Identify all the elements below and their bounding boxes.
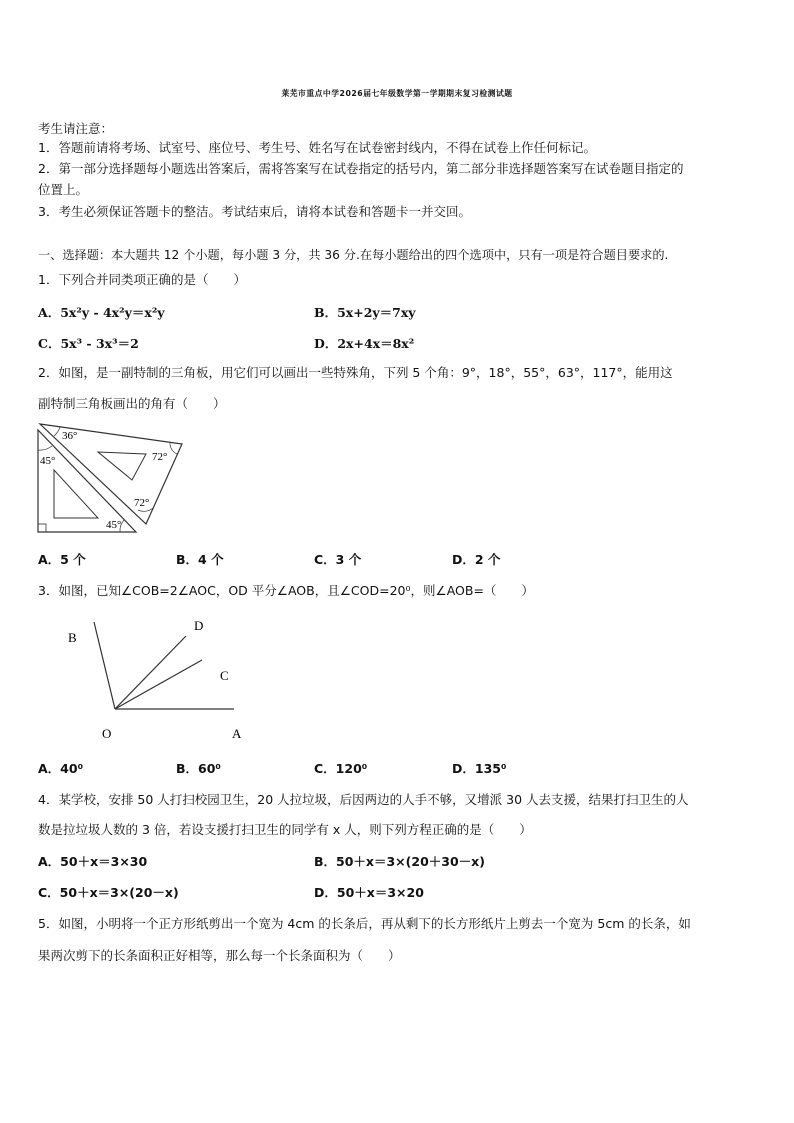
right-triangle-outer bbox=[38, 430, 136, 532]
point-label-c: C bbox=[220, 668, 229, 683]
q1-option-c: C．5x³ - 3x³＝2 bbox=[38, 336, 139, 351]
q3-option-b: B．60⁰ bbox=[176, 761, 221, 776]
q2-option-b: B．4 个 bbox=[176, 552, 224, 567]
q4-option-c: C．50＋x＝3×(20－x) bbox=[38, 885, 179, 900]
notice-item-2: 2．第一部分选择题每小题选出答案后，需将答案写在试卷指定的括号内，第二部分非选择题答案写在试卷题目指定的 bbox=[38, 161, 684, 176]
q3-option-a: A．40⁰ bbox=[38, 761, 84, 776]
q1-option-d: D．2x+4x＝8x² bbox=[314, 336, 415, 351]
point-label-o: O bbox=[102, 726, 112, 741]
angle-label-72-lower: 72° bbox=[134, 497, 150, 509]
q2-option-a: A．5 个 bbox=[38, 552, 86, 567]
exam-title: 莱芜市重点中学2026届七年级数学第一学期期末复习检测试题 bbox=[281, 89, 513, 98]
point-label-b: B bbox=[68, 630, 77, 645]
q2-stem-line2: 副特制三角板画出的角有（ ） bbox=[38, 396, 226, 411]
point-label-d: D bbox=[194, 618, 204, 633]
q1-option-b: B．5x+2y＝7xy bbox=[314, 305, 416, 320]
q2-stem-line1: 2．如图，是一副特制的三角板，用它们可以画出一些特殊角，下列 5 个角：9°，18°，55°，63°，117°，能用这 bbox=[38, 365, 673, 380]
angle-label-72-upper: 72° bbox=[152, 451, 168, 463]
q2-option-c: C．3 个 bbox=[314, 552, 362, 567]
notice-heading: 考生请注意： bbox=[38, 121, 114, 136]
angle-label-45-bottom: 45° bbox=[106, 519, 122, 531]
angle-label-36: 36° bbox=[62, 430, 78, 442]
notice-item-2-cont: 位置上。 bbox=[38, 182, 89, 197]
q5-stem-line2: 果两次剪下的长条面积正好相等，那么每一个长条面积为（ ） bbox=[38, 948, 401, 963]
q3-option-c: C．120⁰ bbox=[314, 761, 368, 776]
ray-ob bbox=[94, 622, 115, 709]
triangle-set-figure bbox=[34, 422, 190, 537]
isosceles-triangle-inner bbox=[98, 452, 146, 480]
q2-option-d: D．2 个 bbox=[452, 552, 501, 567]
notice-item-1: 1．答题前请将考场、试室号、座位号、考生号、姓名写在试卷密封线内，不得在试卷上作任何标记。 bbox=[38, 140, 596, 155]
angle-figure bbox=[60, 612, 260, 747]
q3-option-d: D．135⁰ bbox=[452, 761, 507, 776]
section-heading: 一、选择题：本大题共 12 个小题，每小题 3 分，共 36 分.在每小题给出的四个选项中，只有一项是符合题目要求的. bbox=[38, 248, 669, 262]
q5-stem-line1: 5．如图，小明将一个正方形纸剪出一个宽为 4cm 的长条后，再从剩下的长方形纸片上剪去一个宽为 5cm 的长条，如 bbox=[38, 916, 691, 931]
q4-stem-line1: 4．某学校，安排 50 人打扫校园卫生，20 人拉垃圾，后因两边的人手不够，又增派 30 人去支援，结果打扫卫生的人 bbox=[38, 792, 689, 807]
angle-label-45-left: 45° bbox=[40, 455, 56, 467]
angle-arc-36 bbox=[54, 427, 60, 436]
notice-item-3: 3．考生必须保证答题卡的整洁。考试结束后，请将本试卷和答题卡一并交回。 bbox=[38, 204, 471, 219]
ray-od bbox=[115, 636, 186, 709]
q1-stem: 1．下列合并同类项正确的是（ ） bbox=[38, 272, 246, 287]
right-angle-mark bbox=[38, 524, 46, 532]
right-triangle-inner bbox=[54, 470, 98, 518]
q4-option-a: A．50＋x＝3×30 bbox=[38, 854, 148, 869]
q4-option-b: B．50＋x＝3×(20＋30－x) bbox=[314, 854, 485, 869]
q4-stem-line2: 数是拉垃圾人数的 3 倍，若设支援打扫卫生的同学有 x 人，则下列方程正确的是（ ） bbox=[38, 822, 532, 837]
angle-arc-45-top bbox=[38, 446, 52, 450]
q1-option-a: A．5x²y - 4x²y＝x²y bbox=[38, 305, 165, 320]
q4-option-d: D．50＋x＝3×20 bbox=[314, 885, 424, 900]
point-label-a: A bbox=[232, 726, 242, 741]
ray-oc bbox=[115, 660, 202, 709]
q3-stem: 3．如图，已知∠COB=2∠AOC，OD 平分∠AOB，且∠COD=20⁰，则∠AOB=（ ） bbox=[38, 583, 534, 598]
angle-arc-72-upper bbox=[170, 442, 177, 454]
